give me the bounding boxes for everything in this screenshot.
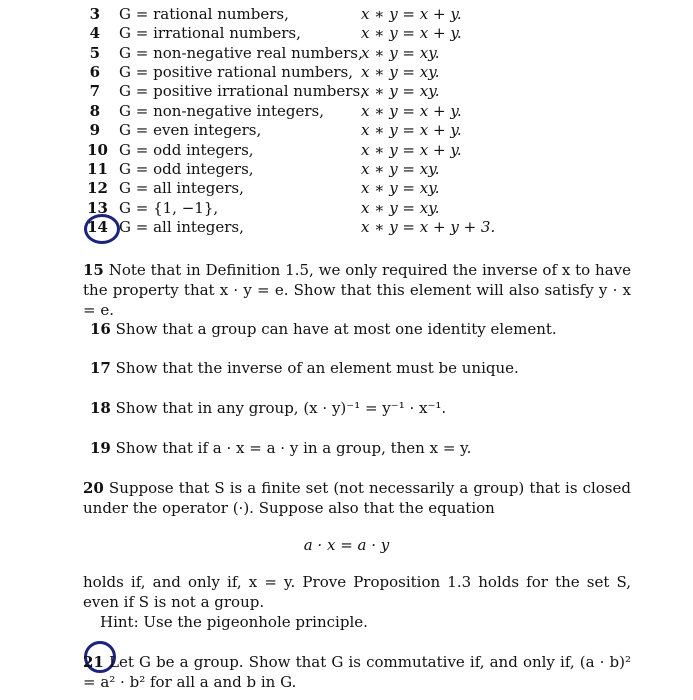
problem-21 bbox=[83, 652, 631, 692]
row-number: 3 bbox=[89, 5, 100, 23]
problem-number: 21 bbox=[83, 653, 104, 671]
handwritten-circle-annotation bbox=[84, 214, 120, 244]
displayed-equation: a · x = a · y bbox=[303, 536, 390, 554]
row-number: 5 bbox=[89, 44, 100, 62]
operation-definition: x ∗ y = x + y + 3. bbox=[361, 218, 496, 236]
operation-definition: x ∗ y = xy. bbox=[361, 160, 440, 178]
operation-definition: x ∗ y = xy. bbox=[361, 179, 440, 197]
row-number: 8 bbox=[89, 102, 100, 120]
set-definition: G = non-negative integers, bbox=[119, 102, 325, 120]
problem-number: 19 bbox=[90, 439, 111, 457]
set-definition: G = non-negative real numbers, bbox=[119, 44, 363, 62]
problem-number: 20 bbox=[83, 479, 104, 497]
set-definition: G = all integers, bbox=[119, 179, 244, 197]
row-number: 7 bbox=[89, 82, 100, 100]
problem-number: 18 bbox=[90, 399, 111, 417]
set-definition: G = positive rational numbers, bbox=[119, 63, 353, 81]
set-definition: G = {1, −1}, bbox=[119, 199, 219, 217]
operation-definition: x ∗ y = xy. bbox=[361, 199, 440, 217]
hint-text: Hint: Use the pigeonhole principle. bbox=[100, 613, 368, 631]
problem-number: 17 bbox=[90, 359, 111, 377]
problem-text: Suppose that S is a finite set (not necessarily a group) that is closed under the operator (·). Suppose also that the equation bbox=[83, 479, 631, 517]
problem-16 bbox=[90, 319, 638, 339]
problem-number: 15 bbox=[83, 261, 104, 279]
operation-definition: x ∗ y = xy. bbox=[361, 63, 440, 81]
operation-definition: x ∗ y = x + y. bbox=[361, 121, 462, 139]
row-number: 13 bbox=[87, 199, 108, 217]
problem-text: Show that if a · x = a · y in a group, then x = y. bbox=[115, 439, 472, 457]
problem-15 bbox=[83, 260, 631, 320]
problem-text: Show that a group can have at most one identity element. bbox=[115, 320, 557, 338]
problem-17 bbox=[90, 358, 638, 378]
problem-number: 16 bbox=[90, 320, 111, 338]
set-definition: G = positive irrational numbers, bbox=[119, 82, 365, 100]
problem-18 bbox=[90, 398, 638, 418]
row-number: 10 bbox=[87, 141, 108, 159]
problem-text: Show that in any group, (x · y)⁻¹ = y⁻¹ · x⁻¹. bbox=[115, 399, 447, 417]
row-number: 4 bbox=[89, 24, 100, 42]
set-definition: G = odd integers, bbox=[119, 160, 254, 178]
operation-definition: x ∗ y = x + y. bbox=[361, 102, 462, 120]
set-definition: G = odd integers, bbox=[119, 141, 254, 159]
row-number: 9 bbox=[89, 121, 100, 139]
problem-20 bbox=[83, 478, 631, 518]
set-definition: G = irrational numbers, bbox=[119, 24, 301, 42]
operation-definition: x ∗ y = x + y. bbox=[361, 5, 462, 23]
operation-definition: x ∗ y = xy. bbox=[361, 82, 440, 100]
row-number: 6 bbox=[89, 63, 100, 81]
problem-19 bbox=[90, 438, 638, 458]
operation-definition: x ∗ y = x + y. bbox=[361, 24, 462, 42]
row-number: 11 bbox=[87, 160, 108, 178]
set-definition: G = even integers, bbox=[119, 121, 262, 139]
problem-text: Show that the inverse of an element must be unique. bbox=[115, 359, 519, 377]
operation-definition: x ∗ y = xy. bbox=[361, 44, 440, 62]
operation-definition: x ∗ y = x + y. bbox=[361, 141, 462, 159]
row-number: 12 bbox=[87, 179, 108, 197]
set-definition: G = rational numbers, bbox=[119, 5, 289, 23]
problem-20-continuation: holds if, and only if, x = y. Prove Proposition 1.3 holds for the set S, even if S is not a group. bbox=[83, 573, 631, 611]
row-number: 14 bbox=[87, 218, 108, 236]
problem-text: Note that in Definition 1.5, we only required the inverse of x to have the property that x · y = e. Show that this element will also satisfy y · x = e. bbox=[83, 261, 632, 319]
set-definition: G = all integers, bbox=[119, 218, 244, 236]
problem-text: Let G be a group. Show that G is commutative if, and only if, (a · b)² = a² · b² for all a and b in G. bbox=[83, 653, 631, 691]
